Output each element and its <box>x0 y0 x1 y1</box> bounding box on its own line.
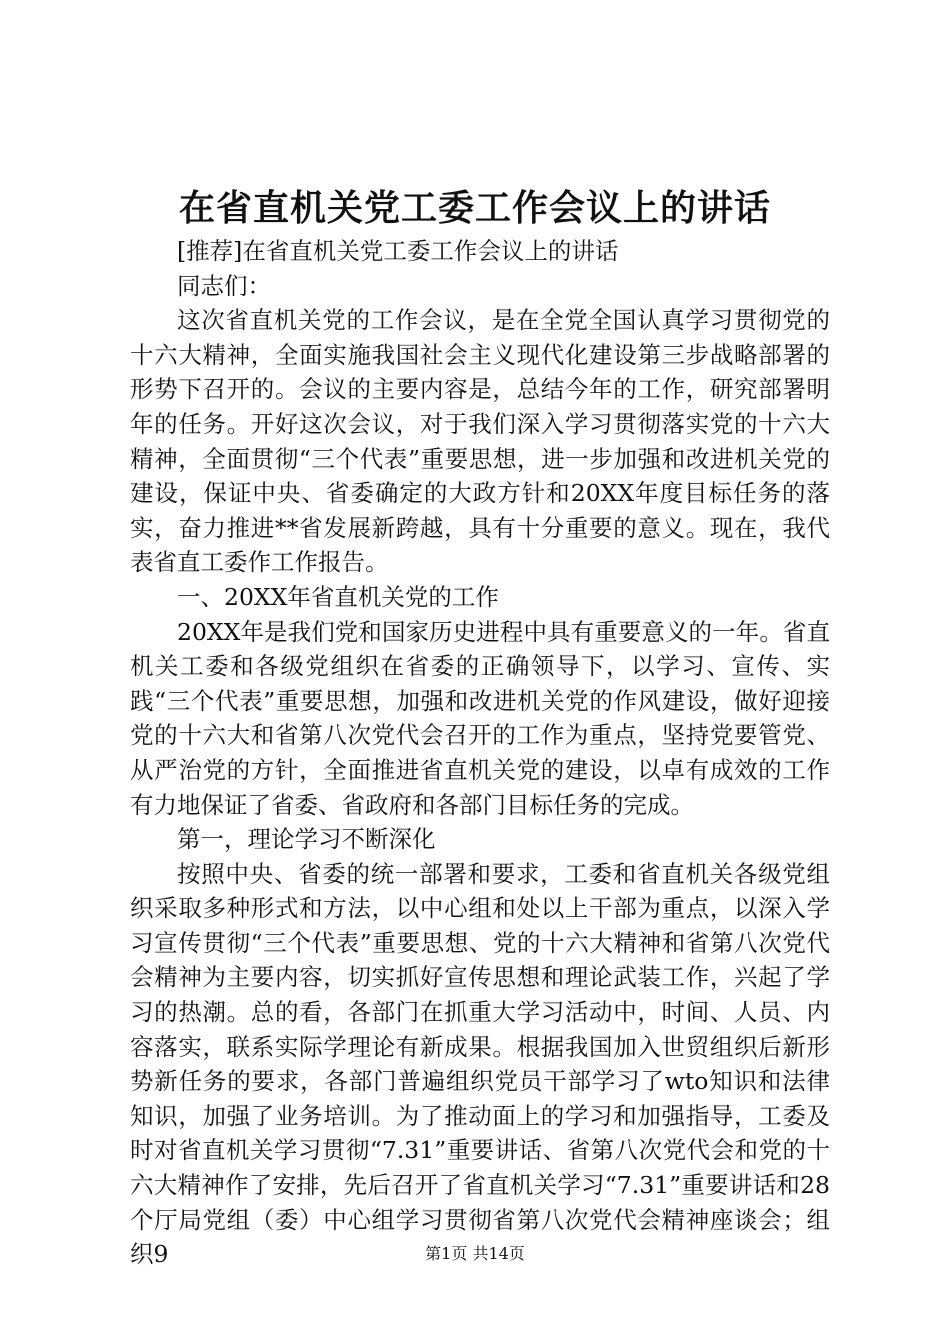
body-paragraph: 按照中央、省委的统一部署和要求，工委和省直机关各级党组织采取多种形式和方法，以中心组和处以上干部为重点，以深入学习宣传贯彻“三个代表”重要思想、党的十六大精神和省第八次党代会精神为主要内容，切实抓好宣传思想和理论武装工作，兴起了学习的热潮。总的看，各部门在抓重大学习活动中，时间、人员、内容落实，联系实际学理论有新成果。根据我国加入世贸组织后新形势新任务的要求，各部门普遍组织党员干部学习了wto知识和法律知识，加强了业务培训。为了推动面上的学习和加强指导，工委及时对省直机关学习贯彻“7.31”重要讲话、省第八次党代会和党的十六大精神作了安排，先后召开了省直机关学习“7.31”重要讲话和28个厅局党组（委）中心组学习贯彻省第八次党代会精神座谈会；组织9 <box>130 859 830 1269</box>
page-number: 第1页 共14页 <box>425 1244 525 1263</box>
recommend-line: [推荐]在省直机关党工委工作会议上的讲话 <box>177 237 619 265</box>
body-paragraph: 20XX年是我们党和国家历史进程中具有重要意义的一年。省直机关工委和各级党组织在省委的正确领导下，以学习、宣传、实践“三个代表”重要思想，加强和改进机关党的作风建设，做好迎接党的十六大和省第八次党代会召开的工作为重点，坚持党要管党、从严治党的方针，全面推进省直机关党的建设，以卓有成效的工作有力地保证了省委、省政府和各部门目标任务的完成。 <box>130 617 830 819</box>
document-title: 在省直机关党工委工作会议上的讲话 <box>178 187 771 229</box>
section-heading: 一、20XX年省直机关党的工作 <box>177 582 499 611</box>
document-body <box>130 234 830 1272</box>
salutation: 同志们： <box>177 271 271 300</box>
intro-paragraph: 这次省直机关党的工作会议，是在全党全国认真学习贯彻党的十六大精神，全面实施我国社会主义现代化建设第三步战略部署的形势下召开的。会议的主要内容是，总结今年的工作，研究部署明年的任务。开好这次会议，对于我们深入学习贯彻落实党的十六大精神，全面贯彻“三个代表”重要思想，进一步加强和改进机关党的建设，保证中央、省委确定的大政方针和20XX年度目标任务的落实，奋力推进**省发展新跨越，具有十分重要的意义。现在，我代表省直工委作工作报告。 <box>130 306 830 577</box>
subsection-heading: 第一，理论学习不断深化 <box>177 825 436 854</box>
